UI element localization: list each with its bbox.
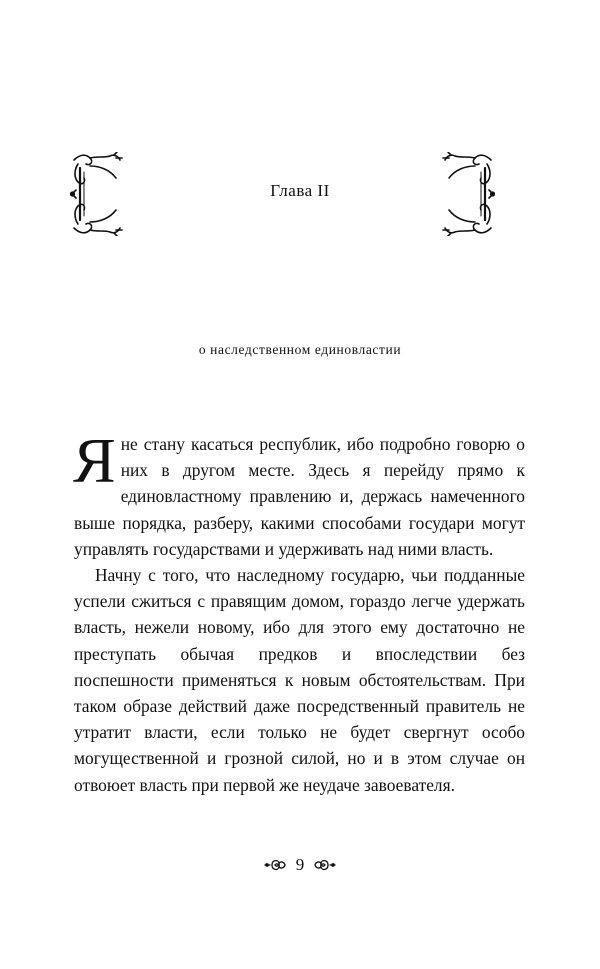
page-number: 9 [295,855,305,874]
flourish-left-icon [264,857,286,873]
chapter-title: Глава II [270,181,330,200]
page-footer [0,853,600,877]
paragraph-1-text: не стану касаться республик, ибо подробно говорю о них в другом месте. Здесь я перейду прямо к единовластному правлению и, держась намеченного выше порядка, разберу, какими способами государи могут управлять государствами и удерживать над ними власть. [74,434,525,559]
paragraph-1 [73,425,525,562]
paragraph-2: Начну с того, что наследному государю, чьи подданные успели сжиться с правящим домом, гораздо легче удержать власть, нежели новому, ибо для этого ему достаточно не преступать обычая предков и впоследствии без поспешности применяться к новым обстоятельствам. При таком образе действий даже посредственный правитель не утратит власти, если только не будет свергнут особо могущественной и грозной силой, но и в этом случае он отвоюет власть при первой же неудаче завоевателя. [74,565,525,795]
body-text [73,425,525,798]
flourish-right-icon [314,857,336,873]
chapter-subtitle: о наследственном единовластии [198,342,402,357]
drop-cap: Я [73,425,116,496]
